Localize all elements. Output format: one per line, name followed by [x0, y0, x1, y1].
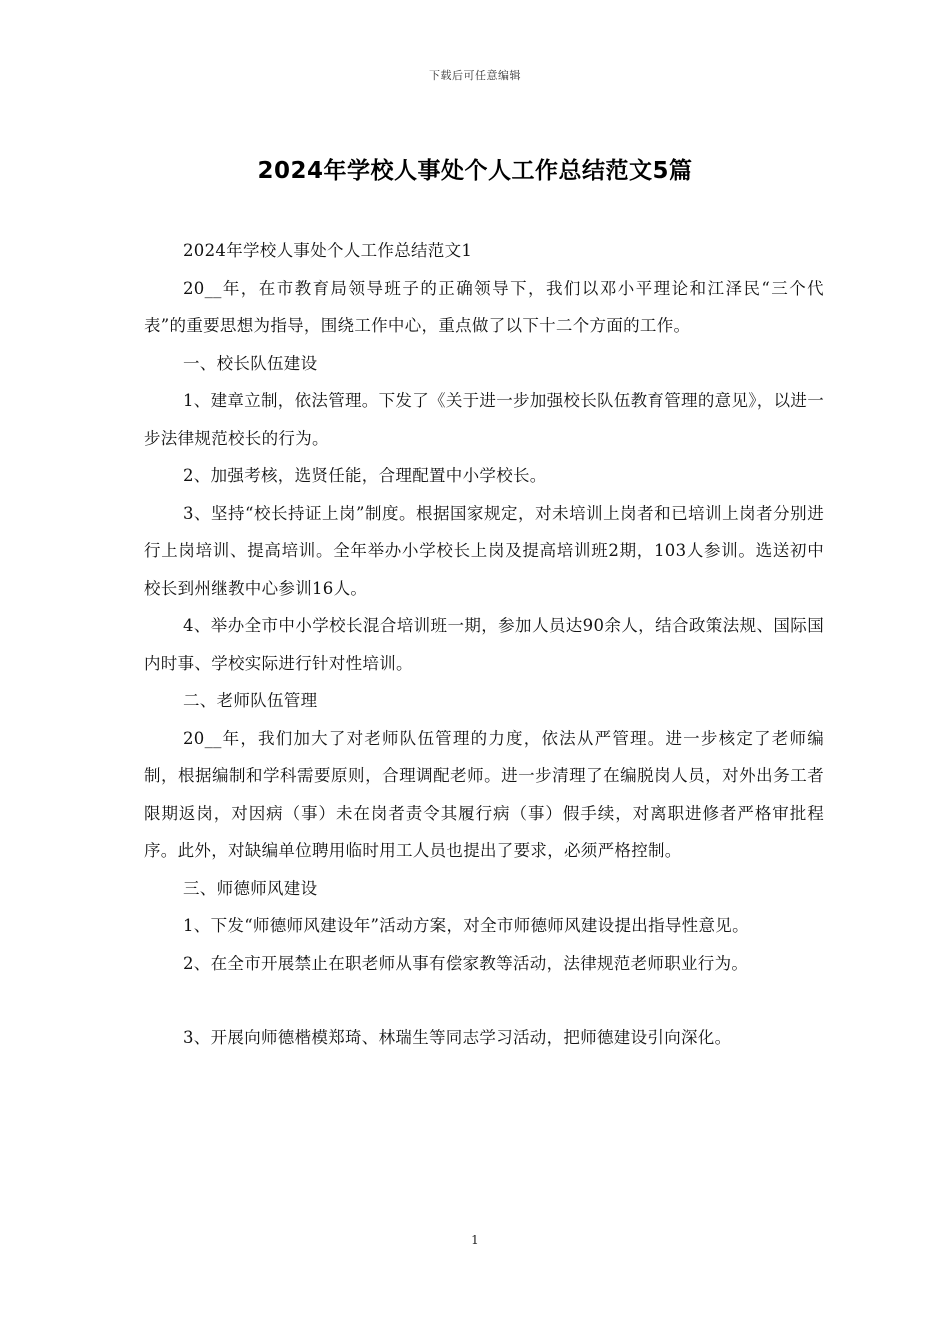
section-heading-ethics: 三、师德师风建设	[183, 878, 318, 898]
paragraph-intro: 20__年，在市教育局领导班子的正确领导下，我们以邓小平理论和江泽民“三个代表”的重要思想为指导，围绕工作中心，重点做了以下十二个方面的工作。	[144, 278, 824, 335]
document-title: 2024年学校人事处个人工作总结范文5篇	[257, 158, 693, 184]
section-heading-article-1: 2024年学校人事处个人工作总结范文1	[183, 241, 473, 260]
paragraph-principals-3: 3、坚持“校长持证上岗”制度。根据国家规定，对未培训上岗者和已培训上岗者分别进行上岗培训、提高培训。全年举办小学校长上岗及提高培训班2期，103人参训。选送初中校长到州继教中心参训16人。	[144, 503, 824, 598]
section-heading-teachers: 二、老师队伍管理	[183, 691, 318, 710]
paragraph-principals-1: 1、建章立制，依法管理。下发了《关于进一步加强校长队伍教育管理的意见》，以进一步法律规范校长的行为。	[144, 391, 824, 448]
paragraph-principals-2: 2、加强考核，选贤任能，合理配置中小学校长。	[183, 466, 547, 485]
section-heading-principals: 一、校长队伍建设	[183, 353, 318, 373]
document-body	[144, 232, 824, 1057]
paragraph-ethics-1: 1、下发“师德师风建设年”活动方案，对全市师德师风建设提出指导性意见。	[183, 916, 749, 935]
paragraph-ethics-3: 3、开展向师德楷模郑琦、林瑞生等同志学习活动，把师德建设引向深化。	[183, 1028, 732, 1047]
header-note: 下载后可任意编辑	[429, 69, 521, 82]
page-number: 1	[471, 1233, 479, 1247]
paragraph-ethics-2: 2、在全市开展禁止在职老师从事有偿家教等活动，法律规范老师职业行为。	[183, 953, 749, 973]
paragraph-teachers: 20__年，我们加大了对老师队伍管理的力度，依法从严管理。进一步核定了老师编制，根据编制和学科需要原则，合理调配老师。进一步清理了在编脱岗人员，对外出务工者限期返岗，对因病（事）未在岗者责令其履行病（事）假手续，对离职进修者严格审批程序。此外，对缺编单位聘用临时用工人员也提出了要求，必须严格控制。	[144, 728, 824, 860]
paragraph-principals-4: 4、举办全市中小学校长混合培训班一期，参加人员达90余人，结合政策法规、国际国内时事、学校实际进行针对性培训。	[144, 616, 824, 673]
